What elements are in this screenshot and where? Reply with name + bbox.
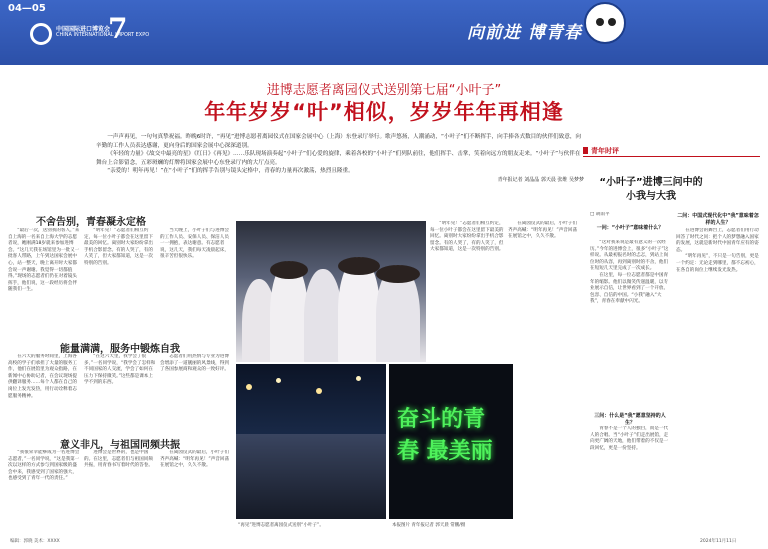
light-dot — [356, 376, 361, 381]
crowd-silhouette — [236, 434, 386, 519]
column-text: “明年见！”志愿者们相互约定，每一位小叶子都会在这里留下最美的回忆。离别时大家纷纷拿出手机合影留念。有的人哭了，有的人笑了，但大家都知道，这是一次特别的告别。 — [84, 228, 153, 266]
sidebar-accent-bar — [583, 147, 588, 154]
article-kicker: 进博志愿者离园仪式送别第七届“小叶子” — [266, 83, 502, 98]
column-title: 向前进 博青春 — [467, 23, 582, 43]
sidebar-question: 三问：什么是“我”愿意坚持的人生？ — [594, 413, 666, 426]
logo-en-text: CHINA INTERNATIONAL IMPORT EXPO — [56, 32, 150, 38]
sidebar-question: 一问：“小叶子”意味着什么？ — [596, 225, 664, 231]
article-column — [84, 354, 156, 434]
logo-number: 7 — [108, 12, 128, 45]
article-column — [160, 450, 232, 530]
footer-editor: 编辑：郭晓 美术：XXXX — [10, 539, 60, 544]
column-text: 在离园仪式的最后，小叶子们齐声高喊：“明年再见！”声音回荡在展馆之中，久久不散。 — [508, 221, 578, 240]
panda-mascot-icon — [584, 2, 626, 44]
column-text: “明年见！”志愿者们相互约定，每一位小叶子都会在这里留下最美的回忆。离别时大家纷纷拿出手机合影留念。有的人哭了，有的人笑了，但大家都知道，这是一次特别的告别。 — [430, 221, 504, 253]
sidebar-section-label: 青年时评 — [591, 147, 619, 155]
section-subhead: 不舍告别，青春凝永定格 — [36, 217, 146, 228]
section-subhead: 能量满满，服务中锻炼自我 — [60, 344, 180, 355]
photo-hair — [376, 265, 420, 283]
light-dot — [316, 388, 322, 394]
lead-paragraph: 《年轻的力量》《故交中最亮的星》《红日》《再见》……乐队现场演奏起“小叶子”们心爱的旋律，乘着各校的“小叶子”们列队前往，他们挥手、击掌，笑着向远方的朋友走来。“小叶子”与伙伴在舞台上合影留念，五彩斑斓的灯牌将国家会展中心东登录厅内的大厅点亮。 — [96, 151, 581, 166]
article-column — [430, 221, 506, 361]
sidebar-text: 在这里，每一位志愿者都是中国青年的缩影。他们以微笑传递温暖，以专业展示自信，让世界看到了一个开放、包容、自信的中国。“小我”融入“大我”，青春在奉献中闪光。 — [590, 272, 669, 305]
article-column — [8, 354, 80, 434]
article-column — [160, 354, 232, 434]
article-column — [84, 450, 156, 530]
sidebar-text: 青春不是一个人的独白，而是一代人的合唱。当“小叶子”们走出展馆，走向更广阔的天地，他们带着的不仅是一段回忆，更是一份坚持。 — [590, 426, 669, 451]
volunteers-crowd-photo — [236, 221, 426, 362]
column-text: 在六天的服务时间里，上海各高校的学子们承担了大量的服务工作，他们在展馆里为观众指路，在新闻中心协助记者，在会议现场提供翻译服务……每个人都在自己的岗位上发光发热，用行动诠释着志愿服务精神。 — [8, 354, 77, 399]
ciie-logo-icon — [30, 23, 52, 45]
sidebar-column — [590, 240, 670, 360]
page-header-band — [0, 0, 768, 65]
light-sign-photo — [389, 364, 513, 519]
article-column — [8, 450, 80, 530]
article-byline: 青年报记者 刘晶晶 郭天晨 张维 吴梦梦 — [497, 176, 584, 183]
sidebar-text: “明年再见”，不只是一句告别，更是一个约定：无论走到哪里，都不忘初心，在各自的岗位上继续发光发热。 — [676, 254, 759, 273]
sidebar-title: “小叶子”进博三问中的小我与大我 — [599, 177, 703, 202]
photo-credit: 本报图片 青年报记者 郭天晨 常鹏/摄 — [392, 523, 466, 528]
footer-date: 2024年11月11日 — [700, 539, 737, 544]
logo-cn-text: 中国国际进口博览会 — [56, 26, 111, 33]
mascot-eye-icon — [608, 18, 616, 26]
sidebar-author — [590, 212, 670, 220]
light-dot — [276, 378, 281, 383]
crowd-night-photo — [236, 364, 386, 519]
column-text: “最后一次，送别我的客人，”来自上海的一名来自上海大学的志愿者说，她刚满18岁就来参加进博会。“这几天我在场馆里为一批又一批客人带路，上午到达国家会展中心，站一整天，晚上离开时大家都会说一声谢谢。我觉得一切都值得。”现场的志愿者们仍在对着镜头挥手，他们说，这一段经历将会伴随我们一生。 — [8, 228, 80, 293]
article-column — [8, 228, 80, 336]
sidebar-question: 二问：中国式现代化中“我”意味着怎样的人生？ — [677, 213, 759, 226]
article-column — [84, 228, 156, 336]
author-text: □ 胡雨平 — [590, 212, 610, 217]
photo-caption: “再见”进博志愿者离园仪式送别“小叶子”。 — [238, 523, 324, 528]
column-text: 在离园仪式的最后，小叶子们齐声高喊：“明年再见！”声音回荡在展馆之中，久久不散。 — [160, 450, 230, 469]
mascot-eye-icon — [596, 18, 604, 26]
photo-hair — [270, 261, 308, 279]
sidebar-rule — [583, 156, 760, 157]
article-lead — [96, 133, 584, 184]
article-column — [508, 221, 580, 521]
photo-person — [304, 269, 342, 362]
light-dot — [246, 384, 252, 390]
column-text: 当天晚上，小叶子们与进博会的工作人员、安保人员、保洁人员一一拥抱，表达谢意。有志愿者说，这几天，我们每天凌晨起床，很辛苦但很快乐。 — [160, 228, 229, 260]
lead-paragraph: “亲爱的！明年再见！”在“小叶子”们的挥手告别与镜头定格中，青春的力量再次激荡，热烈且隆重。 — [107, 168, 354, 174]
sidebar-text: 在进博会的舞台上，志愿者们用行动回答了时代之问：把个人的梦想融入国家的发展，这就是新时代中国青年应有的姿态。 — [676, 228, 759, 253]
article-column — [160, 228, 232, 336]
page-number: 04—05 — [8, 3, 46, 14]
column-text: 志愿者们用热情与专业为进博会增添了一道靓丽的风景线，得到了各国参展商和观众的一致好评。 — [160, 354, 229, 373]
photo-hair — [338, 257, 380, 275]
section-subhead: 意义非凡，与祖国同频共振 — [60, 440, 180, 451]
lead-paragraph: 一声声再见，一句句真挚祝福。昨晚6时许，“再见”进博志愿者离园仪式在国家会展中心（上海）东登录厅举行。歌声悠扬，人潮涌动，“小叶子”们不断挥手，向手捧各式数目的伙伴们致意，向辛勤的工作人员表达感谢，更向身后的国家会展中心深深道别。 — [96, 134, 582, 149]
sidebar-column — [590, 426, 670, 530]
column-text: 进博会是世界的，也是中国的。在这里，志愿者们与祖国同频共振，用青春书写着时代的答卷。 — [84, 450, 153, 469]
column-text: “我很荣幸能够成为一名进博会志愿者，”一名同学说，“这是我第一次以这样的方式参与到国家级的盛会中来，我感受到了国家的强大，也感受到了青年一代的责任。” — [8, 450, 80, 482]
article-title: 年年岁岁“叶”相似，岁岁年年再相逢 — [204, 100, 564, 124]
led-sign-text: 奋斗的青春 最美丽 — [397, 407, 493, 464]
sidebar-column — [676, 228, 760, 530]
column-text: “在这六天里，我学会了很多，”一名同学说，“我学会了怎样和不同国家的人交流，学会了如何在压力下保持微笑。”这些都是课本上学不到的东西。 — [84, 354, 156, 386]
sidebar-text: “这对我来说是最有意义的一次经历。”今年的进博会上，很多“小叶子”这样说。从最初报名时的忐忑，到站上岗位时的从容，再到离别时的不舍，他们在短短几天里完成了一次成长。 — [590, 240, 669, 272]
